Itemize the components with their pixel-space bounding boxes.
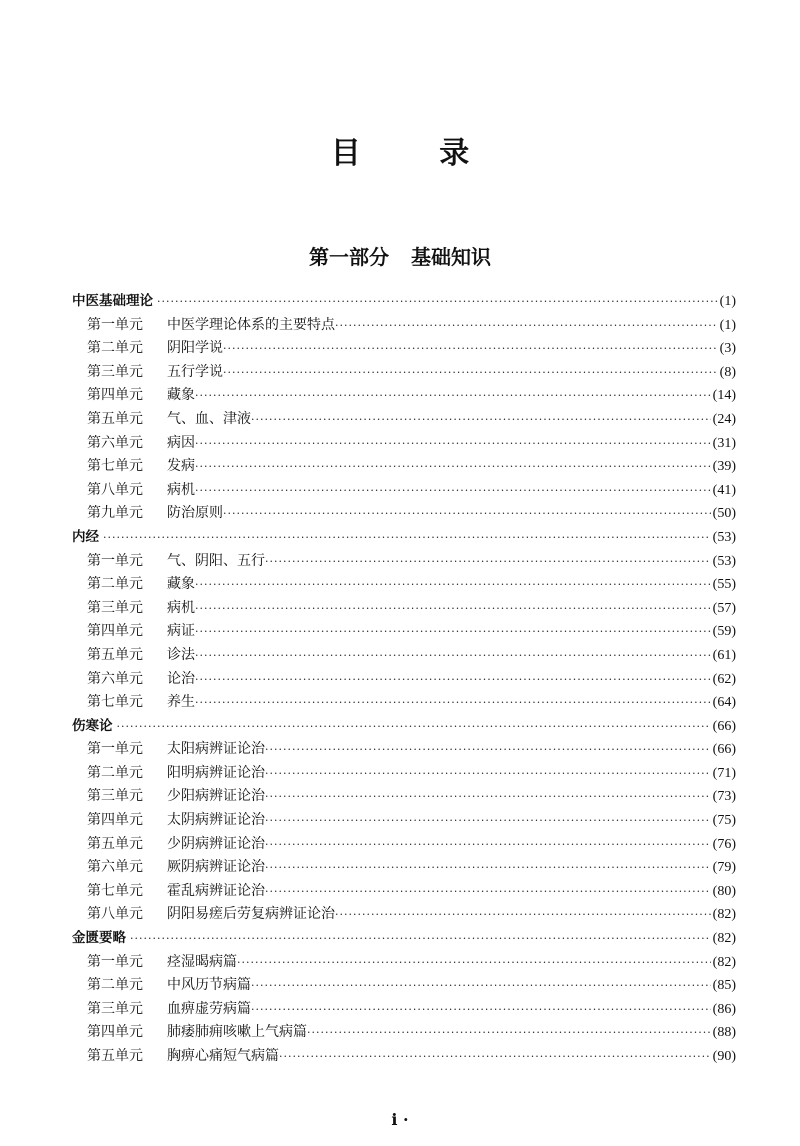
toc-unit-entry[interactable] bbox=[72, 903, 736, 927]
part-number: 第一部分 bbox=[309, 245, 389, 269]
unit-title: 病机 bbox=[167, 599, 195, 616]
unit-title: 藏象 bbox=[167, 387, 195, 404]
section-title: 金匮要略 bbox=[72, 930, 126, 947]
dot-leader bbox=[195, 479, 711, 503]
toc-unit-entry[interactable] bbox=[72, 951, 736, 975]
page-number: (39) bbox=[712, 459, 736, 475]
toc-unit-entry[interactable] bbox=[72, 668, 736, 692]
dot-leader bbox=[265, 785, 711, 809]
section-title: 伤寒论 bbox=[72, 717, 113, 734]
dot-leader bbox=[265, 880, 711, 904]
toc-unit-entry[interactable] bbox=[72, 384, 736, 408]
dot-leader bbox=[335, 314, 718, 338]
unit-number: 第一单元 bbox=[87, 552, 143, 569]
toc-unit-entry[interactable] bbox=[72, 856, 736, 880]
page-number: (14) bbox=[712, 388, 736, 404]
dot-leader bbox=[223, 361, 718, 385]
toc-section-entry[interactable] bbox=[72, 715, 736, 739]
dot-leader bbox=[130, 927, 711, 951]
toc-unit-entry[interactable] bbox=[72, 809, 736, 833]
unit-title: 阴阳学说 bbox=[167, 340, 223, 357]
unit-title: 阳明病辨证论治 bbox=[167, 764, 265, 781]
dot-leader bbox=[251, 998, 711, 1022]
toc-section-entry[interactable] bbox=[72, 927, 736, 951]
page-number: (88) bbox=[712, 1025, 736, 1041]
page-number: (71) bbox=[712, 765, 736, 781]
unit-number: 第三单元 bbox=[87, 788, 143, 805]
dot-leader bbox=[265, 856, 711, 880]
dot-leader bbox=[265, 738, 711, 762]
unit-title: 气、血、津液 bbox=[167, 410, 251, 427]
toc-unit-entry[interactable] bbox=[72, 573, 736, 597]
page-number: (82) bbox=[712, 907, 736, 923]
toc-unit-entry[interactable] bbox=[72, 785, 736, 809]
page-number: (66) bbox=[712, 718, 736, 734]
unit-number: 第二单元 bbox=[87, 977, 143, 994]
toc-unit-entry[interactable] bbox=[72, 479, 736, 503]
unit-number: 第二单元 bbox=[87, 764, 143, 781]
unit-number: 第二单元 bbox=[87, 340, 143, 357]
unit-title: 中医学理论体系的主要特点 bbox=[167, 316, 335, 333]
toc-unit-entry[interactable] bbox=[72, 361, 736, 385]
unit-title: 厥阴病辨证论治 bbox=[167, 859, 265, 876]
unit-title: 病机 bbox=[167, 481, 195, 498]
dot-leader bbox=[195, 597, 711, 621]
toc-unit-entry[interactable] bbox=[72, 314, 736, 338]
unit-title: 阴阳易瘥后劳复病辨证论治 bbox=[167, 906, 335, 923]
page-number: (90) bbox=[712, 1049, 736, 1064]
page-number: (64) bbox=[712, 695, 736, 711]
page-number: (62) bbox=[712, 671, 736, 687]
page-number: (53) bbox=[712, 529, 736, 545]
unit-title: 病因 bbox=[167, 434, 195, 451]
unit-number: 第三单元 bbox=[87, 363, 143, 380]
unit-title: 中风历节病篇 bbox=[167, 977, 251, 994]
page-number: (61) bbox=[712, 647, 736, 663]
unit-title: 藏象 bbox=[167, 576, 195, 593]
dot-leader bbox=[223, 502, 711, 526]
page-number: (8) bbox=[719, 364, 736, 380]
unit-title: 养生 bbox=[167, 694, 195, 711]
toc-unit-entry[interactable] bbox=[72, 691, 736, 715]
unit-title: 太阴病辨证论治 bbox=[167, 812, 265, 829]
unit-number: 第七单元 bbox=[87, 694, 143, 711]
page-number: (66) bbox=[712, 742, 736, 758]
dot-leader bbox=[279, 1045, 711, 1069]
unit-title: 少阴病辨证论治 bbox=[167, 835, 265, 852]
page-number: (1) bbox=[719, 317, 736, 333]
page-title: 目 录 bbox=[330, 136, 504, 171]
toc-section-entry[interactable] bbox=[72, 290, 736, 314]
page-number: (31) bbox=[712, 435, 736, 451]
unit-title: 防治原则 bbox=[167, 505, 223, 522]
dot-leader bbox=[103, 526, 711, 550]
page-number: (57) bbox=[712, 600, 736, 616]
part-title bbox=[0, 241, 800, 270]
toc-unit-entry[interactable] bbox=[72, 1045, 736, 1069]
dot-leader bbox=[195, 620, 711, 644]
page-number: (3) bbox=[719, 341, 736, 357]
dot-leader bbox=[237, 951, 711, 975]
dot-leader bbox=[195, 668, 711, 692]
unit-title: 论治 bbox=[167, 670, 195, 687]
section-title: 内经 bbox=[72, 528, 99, 545]
unit-number: 第五单元 bbox=[87, 1048, 143, 1064]
toc-unit-entry[interactable] bbox=[72, 738, 736, 762]
unit-title: 血痹虚劳病篇 bbox=[167, 1000, 251, 1017]
unit-number: 第四单元 bbox=[87, 1024, 143, 1041]
page-number: (82) bbox=[712, 931, 736, 947]
page-number: (24) bbox=[712, 411, 736, 427]
dot-leader bbox=[195, 384, 711, 408]
page-number: (1) bbox=[719, 294, 736, 309]
unit-title: 五行学说 bbox=[167, 363, 223, 380]
dot-leader bbox=[195, 691, 711, 715]
unit-number: 第四单元 bbox=[87, 623, 143, 640]
unit-number: 第一单元 bbox=[87, 953, 143, 970]
page-number: (85) bbox=[712, 978, 736, 994]
dot-leader bbox=[195, 573, 711, 597]
toc-unit-entry[interactable] bbox=[72, 432, 736, 456]
unit-title: 肺痿肺痈咳嗽上气病篇 bbox=[167, 1024, 307, 1041]
unit-title: 胸痹心痛短气病篇 bbox=[167, 1048, 279, 1064]
unit-number: 第七单元 bbox=[87, 882, 143, 899]
unit-title: 气、阴阳、五行 bbox=[167, 552, 265, 569]
page-number: (41) bbox=[712, 482, 736, 498]
unit-number: 第三单元 bbox=[87, 1000, 143, 1017]
unit-number: 第六单元 bbox=[87, 670, 143, 687]
unit-number: 第二单元 bbox=[87, 576, 143, 593]
unit-number: 第七单元 bbox=[87, 458, 143, 475]
unit-title: 发病 bbox=[167, 458, 195, 475]
page-number: (53) bbox=[712, 553, 736, 569]
dot-leader bbox=[265, 833, 711, 857]
unit-number: 第三单元 bbox=[87, 599, 143, 616]
page-number: (73) bbox=[712, 789, 736, 805]
page-number: (59) bbox=[712, 624, 736, 640]
toc-unit-entry[interactable] bbox=[72, 762, 736, 786]
unit-title: 太阳病辨证论治 bbox=[167, 741, 265, 758]
dot-leader bbox=[251, 408, 711, 432]
dot-leader bbox=[265, 809, 711, 833]
unit-number: 第五单元 bbox=[87, 835, 143, 852]
dot-leader bbox=[265, 762, 711, 786]
dot-leader bbox=[265, 550, 711, 574]
dot-leader bbox=[307, 1021, 711, 1045]
toc-unit-entry[interactable] bbox=[72, 597, 736, 621]
dot-leader bbox=[223, 337, 718, 361]
unit-number: 第一单元 bbox=[87, 316, 143, 333]
unit-number: 第五单元 bbox=[87, 646, 143, 663]
unit-number: 第六单元 bbox=[87, 859, 143, 876]
toc-section-entry[interactable] bbox=[72, 526, 736, 550]
page-number: (86) bbox=[712, 1001, 736, 1017]
toc-unit-entry[interactable] bbox=[72, 620, 736, 644]
dot-leader bbox=[195, 432, 711, 456]
page-number: (50) bbox=[712, 506, 736, 522]
unit-title: 霍乱病辨证论治 bbox=[167, 882, 265, 899]
toc-unit-entry[interactable] bbox=[72, 455, 736, 479]
page-number: (80) bbox=[712, 883, 736, 899]
dot-leader bbox=[117, 715, 711, 739]
dot-leader bbox=[157, 290, 718, 314]
unit-number: 第八单元 bbox=[87, 481, 143, 498]
toc-unit-entry[interactable] bbox=[72, 880, 736, 904]
unit-number: 第四单元 bbox=[87, 812, 143, 829]
page-number: (55) bbox=[712, 577, 736, 593]
toc-unit-entry[interactable] bbox=[72, 408, 736, 432]
toc-unit-entry[interactable] bbox=[72, 502, 736, 526]
page-folio: i · bbox=[391, 1110, 409, 1129]
unit-title: 痉湿暍病篇 bbox=[167, 953, 237, 970]
page-number: (75) bbox=[712, 813, 736, 829]
dot-leader bbox=[251, 974, 711, 998]
toc-unit-entry[interactable] bbox=[72, 550, 736, 574]
unit-title: 少阳病辨证论治 bbox=[167, 788, 265, 805]
unit-number: 第六单元 bbox=[87, 434, 143, 451]
unit-title: 病证 bbox=[167, 623, 195, 640]
toc-unit-entry[interactable] bbox=[72, 998, 736, 1022]
section-title: 中医基础理论 bbox=[72, 293, 153, 309]
unit-title: 诊法 bbox=[167, 646, 195, 663]
dot-leader bbox=[195, 455, 711, 479]
unit-number: 第四单元 bbox=[87, 387, 143, 404]
part-name: 基础知识 bbox=[411, 245, 491, 269]
toc-unit-entry[interactable] bbox=[72, 974, 736, 998]
dot-leader bbox=[195, 644, 711, 668]
toc-unit-entry[interactable] bbox=[72, 644, 736, 668]
page-number: (76) bbox=[712, 836, 736, 852]
dot-leader bbox=[335, 903, 711, 927]
unit-number: 第九单元 bbox=[87, 505, 143, 522]
page-number: (82) bbox=[712, 954, 736, 970]
unit-number: 第一单元 bbox=[87, 741, 143, 758]
unit-number: 第五单元 bbox=[87, 410, 143, 427]
toc-unit-entry[interactable] bbox=[72, 833, 736, 857]
table-of-contents bbox=[72, 290, 736, 1069]
toc-unit-entry[interactable] bbox=[72, 1021, 736, 1045]
page-number: (79) bbox=[712, 860, 736, 876]
toc-unit-entry[interactable] bbox=[72, 337, 736, 361]
unit-number: 第八单元 bbox=[87, 906, 143, 923]
